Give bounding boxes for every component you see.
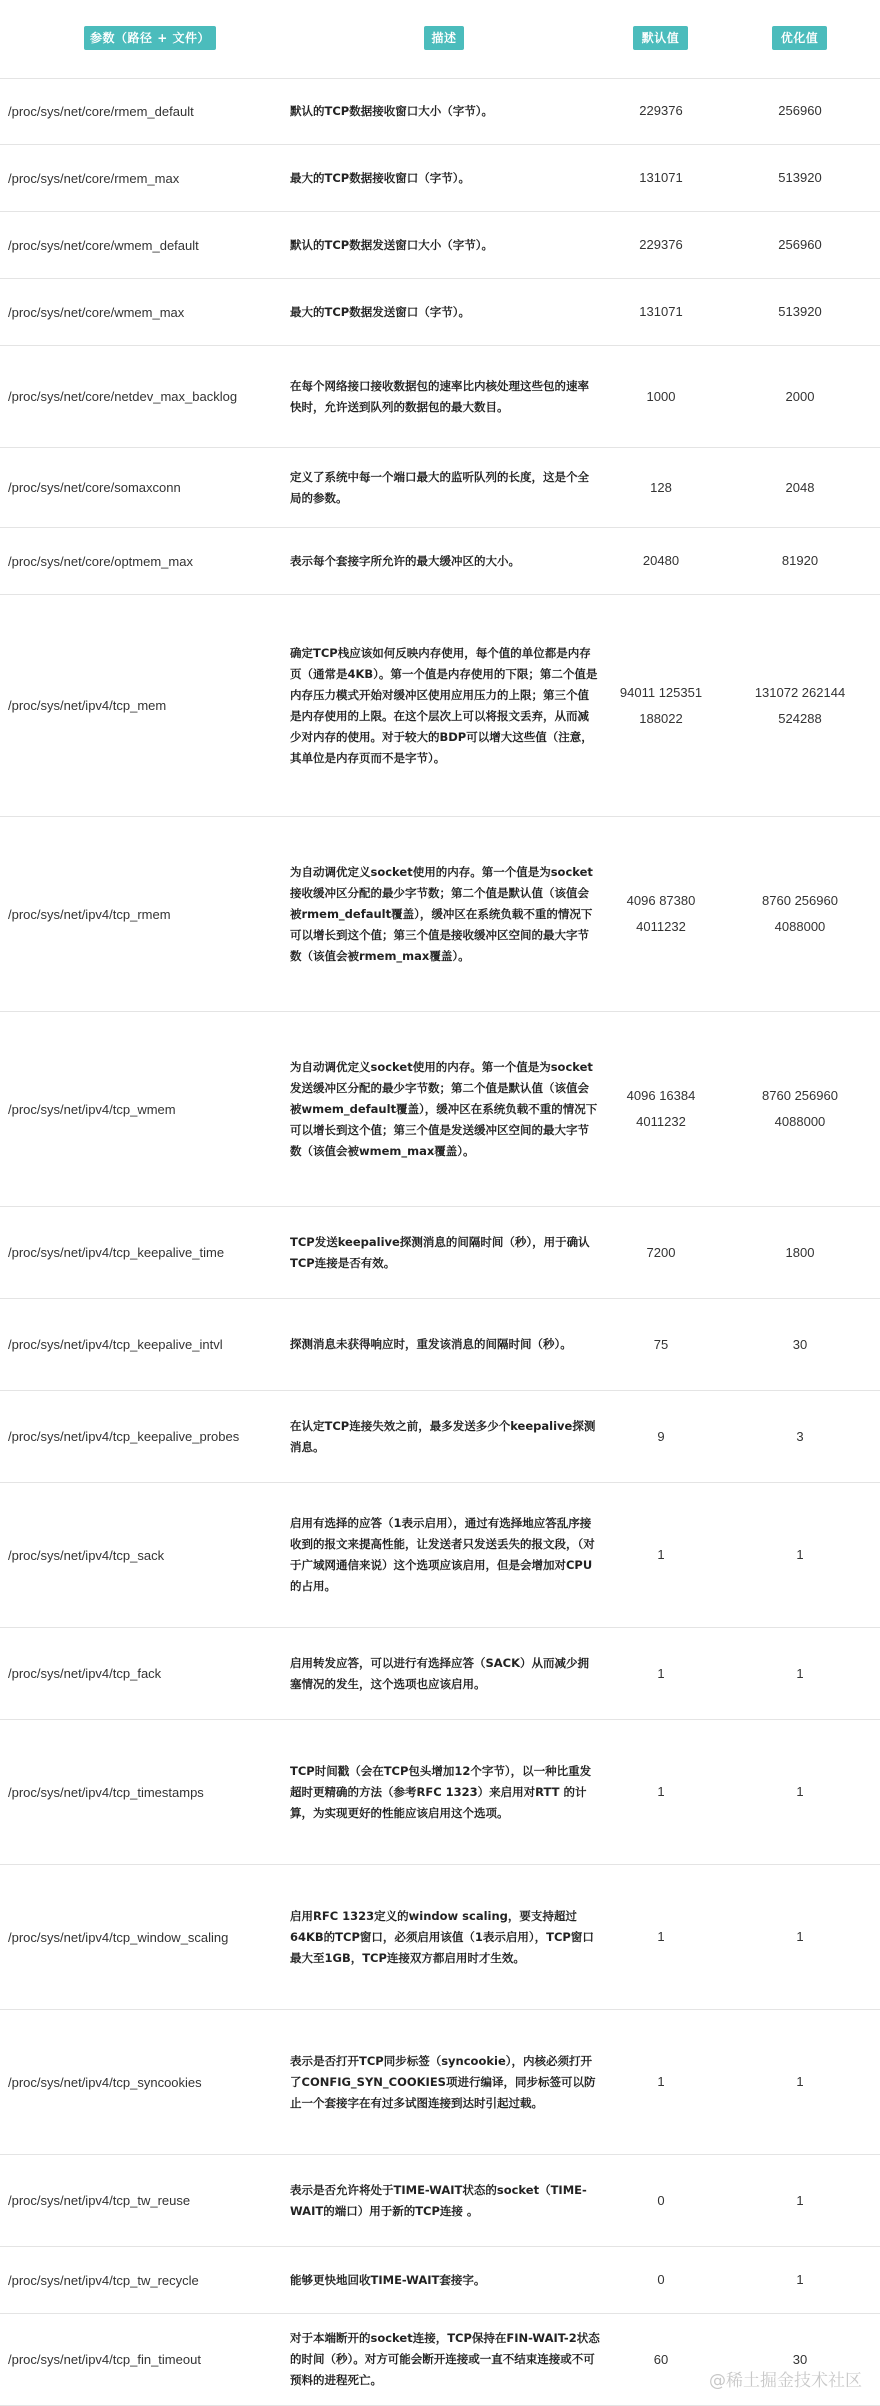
default-value — [600, 2247, 722, 2313]
optimized-value — [730, 212, 870, 278]
default-value-text: 7200 — [646, 1244, 676, 1260]
param-description-text: 确定TCP栈应该如何反映内存使用，每个值的单位都是内存页（通常是4KB）。第一个值是内存使用的下限；第二个值是内存压力模式开始对缓冲区使用应用压力的上限；第三个值是内存使用的上限。在这个层次上可以将报文丢弃，从而减少对内存的使用。对于较大的BDP可以增大这些值（注意，其单位是内存页而不是字节）。 — [290, 645, 598, 765]
table-header — [0, 0, 880, 79]
table-row — [0, 448, 880, 528]
param-description-text: TCP时间戳（会在TCP包头增加12个字节），以一种比重发超时更精确的方法（参考RFC 1323）来启用对RTT 的计算，为实现更好的性能应该启用这个选项。 — [290, 1763, 592, 1820]
optimized-value — [730, 1720, 870, 1864]
optimized-value — [730, 1391, 870, 1482]
header-param: 参数（路径 + 文件） — [84, 26, 216, 50]
table-row — [0, 1628, 880, 1720]
param-path-text: /proc/sys/net/ipv4/tcp_keepalive_intvl — [8, 1337, 223, 1352]
param-description-text: 为自动调优定义socket使用的内存。第一个值是为socket接收缓冲区分配的最少字节数；第二个值是默认值（该值会被rmem_default覆盖），缓冲区在系统负载不重的情况下可以增长到这个值；第三个值是接收缓冲区空间的最大字节数（该值会被rmem_max覆盖）。 — [290, 864, 593, 963]
default-value — [600, 817, 722, 1011]
default-value — [600, 595, 722, 816]
default-value — [600, 1720, 722, 1864]
optimized-value-text: 256960 — [778, 103, 822, 118]
param-description — [290, 528, 600, 594]
optimized-value — [730, 2010, 870, 2154]
optimized-value-text: 1 — [796, 1547, 804, 1562]
optimized-value — [730, 78, 870, 144]
param-path — [8, 528, 278, 594]
param-description-text: 最大的TCP数据接收窗口（字节）。 — [290, 170, 470, 185]
default-value-text: 60 — [653, 2351, 669, 2367]
table-row — [0, 2010, 880, 2155]
param-description-text: 探测消息未获得响应时，重发该消息的间隔时间（秒）。 — [290, 1337, 572, 1351]
optimized-value-text: 8760 256960 4088000 — [762, 1088, 838, 1129]
optimized-value — [730, 145, 870, 211]
param-path — [8, 346, 278, 447]
param-description-text: 在每个网络接口接收数据包的速率比内核处理这些包的速率快时，允许送到队列的数据包的最大数目。 — [290, 378, 589, 414]
param-path — [8, 1299, 278, 1390]
param-description — [290, 1720, 600, 1864]
param-path — [8, 212, 278, 278]
default-value-text: 229376 — [639, 103, 683, 118]
default-value — [600, 1865, 722, 2009]
param-description — [290, 817, 600, 1011]
table-row — [0, 212, 880, 279]
optimized-value-text: 1 — [796, 2074, 804, 2089]
param-path — [8, 2247, 278, 2313]
param-path — [8, 145, 278, 211]
param-path — [8, 2010, 278, 2154]
optimized-value — [730, 817, 870, 1011]
param-path — [8, 817, 278, 1011]
optimized-value-text: 513920 — [778, 170, 822, 185]
default-value — [600, 145, 722, 211]
param-path-text: /proc/sys/net/ipv4/tcp_fack — [8, 1666, 162, 1681]
default-value — [600, 212, 722, 278]
param-description-text: 启用有选择的应答（1表示启用），通过有选择地应答乱序接收到的报文来提高性能，让发送者只发送丢失的报文段，（对于广域网通信来说）这个选项应该启用，但是会增加对CPU的占用。 — [290, 1516, 595, 1593]
param-description — [290, 1483, 600, 1627]
optimized-value — [730, 448, 870, 527]
param-path-text: /proc/sys/net/ipv4/tcp_keepalive_probes — [8, 1429, 240, 1444]
optimized-value — [730, 2155, 870, 2246]
optimized-value — [730, 1628, 870, 1719]
optimized-value-text: 30 — [792, 2351, 808, 2367]
param-description — [290, 1207, 600, 1298]
param-description — [290, 212, 600, 278]
default-value — [600, 528, 722, 594]
header-desc: 描述 — [424, 26, 464, 50]
param-path — [8, 1628, 278, 1719]
default-value — [600, 1207, 722, 1298]
param-path — [8, 1012, 278, 1206]
param-description-text: 最大的TCP数据发送窗口（字节）。 — [290, 304, 470, 319]
param-path — [8, 1865, 278, 2009]
param-path-text: /proc/sys/net/ipv4/tcp_timestamps — [8, 1784, 204, 1800]
default-value-text: 1 — [657, 1929, 665, 1944]
default-value — [600, 1391, 722, 1482]
param-path-text: /proc/sys/net/ipv4/tcp_rmem — [8, 906, 171, 922]
default-value — [600, 346, 722, 447]
optimized-value-text: 2048 — [785, 479, 815, 495]
optimized-value — [730, 2314, 870, 2405]
table-row — [0, 1207, 880, 1299]
optimized-value-text: 1 — [796, 1929, 804, 1944]
optimized-value-text: 1 — [796, 1665, 804, 1681]
param-description — [290, 1299, 600, 1390]
optimized-value-text: 1 — [796, 2192, 804, 2208]
optimized-value — [730, 1207, 870, 1298]
param-path — [8, 1391, 278, 1482]
optimized-value-text: 513920 — [778, 304, 822, 319]
optimized-value-text: 2000 — [785, 388, 815, 404]
param-path-text: /proc/sys/net/ipv4/tcp_window_scaling — [8, 1929, 229, 1945]
default-value-text: 20480 — [642, 553, 680, 568]
header-default: 默认值 — [633, 26, 688, 50]
param-description-text: 定义了系统中每一个端口最大的监听队列的长度，这是个全局的参数。 — [290, 469, 589, 505]
param-description-text: 表示是否打开TCP同步标签（syncookie），内核必须打开了CONFIG_SYN_COOKIES项进行编译，同步标签可以防止一个套接字在有过多试图连接到达时引起过载。 — [290, 2053, 596, 2110]
table-row — [0, 78, 880, 145]
param-description-text: 在认定TCP连接失效之前，最多发送多少个keepalive探测消息。 — [290, 1418, 596, 1454]
default-value-text: 4096 16384 4011232 — [626, 1088, 696, 1129]
param-description — [290, 1012, 600, 1206]
table-row — [0, 1865, 880, 2010]
default-value — [600, 78, 722, 144]
param-path — [8, 279, 278, 345]
param-path — [8, 595, 278, 816]
default-value — [600, 279, 722, 345]
optimized-value — [730, 528, 870, 594]
default-value — [600, 448, 722, 527]
optimized-value-text: 30 — [792, 1336, 808, 1352]
optimized-value — [730, 1299, 870, 1390]
table-row — [0, 145, 880, 212]
param-description-text: 表示是否允许将处于TIME-WAIT状态的socket（TIME-WAIT的端口）用于新的TCP连接 。 — [290, 2182, 587, 2218]
optimized-value-text: 8760 256960 4088000 — [762, 893, 838, 934]
optimized-value — [730, 1012, 870, 1206]
default-value — [600, 2314, 722, 2405]
default-value — [600, 1299, 722, 1390]
default-value-text: 1 — [657, 1665, 665, 1681]
watermark: @稀土掘金技术社区 — [709, 2371, 862, 2391]
param-path-text: /proc/sys/net/ipv4/tcp_sack — [8, 1547, 165, 1563]
param-description — [290, 595, 600, 816]
default-value-text: 229376 — [639, 237, 683, 252]
optimized-value-text: 1 — [796, 1784, 804, 1799]
table-row — [0, 1299, 880, 1391]
param-path — [8, 2314, 278, 2405]
param-description — [290, 1628, 600, 1719]
param-path — [8, 78, 278, 144]
param-description — [290, 2155, 600, 2246]
param-path-text: /proc/sys/net/ipv4/tcp_mem — [8, 698, 167, 713]
param-description-text: 启用转发应答，可以进行有选择应答（SACK）从而减少拥塞情况的发生，这个选项也应该启用。 — [290, 1655, 590, 1691]
default-value-text: 94011 125351 188022 — [619, 684, 703, 726]
param-description — [290, 2010, 600, 2154]
table-row — [0, 1391, 880, 1483]
param-description — [290, 279, 600, 345]
optimized-value — [730, 346, 870, 447]
param-path — [8, 1207, 278, 1298]
optimized-value-text: 1800 — [785, 1244, 815, 1260]
optimized-value-text: 3 — [796, 1428, 804, 1444]
default-value-text: 75 — [653, 1336, 669, 1352]
table-row — [0, 346, 880, 448]
optimized-value — [730, 279, 870, 345]
default-value — [600, 2155, 722, 2246]
optimized-value-text: 256960 — [778, 237, 822, 252]
optimized-value — [730, 2247, 870, 2313]
optimized-value-text: 81920 — [781, 553, 819, 568]
param-path-text: /proc/sys/net/ipv4/tcp_syncookies — [8, 2074, 202, 2090]
default-value-text: 1 — [657, 1784, 665, 1799]
default-value-text: 4096 87380 4011232 — [626, 893, 696, 934]
param-path-text: /proc/sys/net/core/optmem_max — [8, 553, 193, 569]
param-description-text: 对于本端断开的socket连接，TCP保持在FIN-WAIT-2状态的时间（秒）。对方可能会断开连接或一直不结束连接或不可预料的进程死亡。 — [290, 2331, 600, 2387]
default-value-text: 131071 — [639, 304, 683, 319]
param-description — [290, 2247, 600, 2313]
default-value-text: 1 — [657, 1547, 665, 1562]
param-description — [290, 1391, 600, 1482]
param-path — [8, 448, 278, 527]
param-description-text: 默认的TCP数据发送窗口大小（字节）。 — [290, 237, 493, 252]
optimized-value — [730, 1865, 870, 2009]
param-description — [290, 78, 600, 144]
table-row — [0, 1483, 880, 1628]
default-value — [600, 1483, 722, 1627]
param-path-text: /proc/sys/net/core/wmem_default — [8, 237, 199, 253]
param-path — [8, 1483, 278, 1627]
optimized-value — [730, 1483, 870, 1627]
param-description-text: 启用RFC 1323定义的window scaling，要支持超过64KB的TCP窗口，必须启用该值（1表示启用），TCP窗口最大至1GB，TCP连接双方都启用时才生效。 — [290, 1908, 594, 1965]
table-row — [0, 279, 880, 346]
default-value-text: 131071 — [639, 170, 683, 185]
table-row — [0, 817, 880, 1012]
default-value-text: 0 — [657, 2192, 665, 2208]
param-description — [290, 448, 600, 527]
table-row — [0, 1012, 880, 1207]
param-description — [290, 346, 600, 447]
param-description — [290, 145, 600, 211]
param-description-text: 能够更快地回收TIME-WAIT套接字。 — [290, 2272, 486, 2287]
param-description-text: 默认的TCP数据接收窗口大小（字节）。 — [290, 103, 493, 118]
default-value-text: 1 — [657, 2074, 665, 2089]
optimized-value-text: 131072 262144 524288 — [754, 684, 846, 726]
param-path-text: /proc/sys/net/ipv4/tcp_fin_timeout — [8, 2352, 201, 2367]
default-value-text: 9 — [657, 1428, 665, 1444]
param-description-text: 表示每个套接字所允许的最大缓冲区的大小。 — [290, 553, 520, 568]
optimized-value — [730, 595, 870, 816]
default-value — [600, 1628, 722, 1719]
table-row — [0, 2155, 880, 2247]
param-path — [8, 2155, 278, 2246]
default-value — [600, 1012, 722, 1206]
param-path-text: /proc/sys/net/core/wmem_max — [8, 304, 185, 320]
table-row — [0, 2247, 880, 2314]
table-row — [0, 1720, 880, 1865]
param-path-text: /proc/sys/net/ipv4/tcp_tw_reuse — [8, 2193, 191, 2208]
param-path-text: /proc/sys/net/ipv4/tcp_tw_recycle — [8, 2272, 199, 2288]
param-description — [290, 2314, 600, 2405]
default-value-text: 128 — [650, 479, 672, 495]
optimized-value-text: 1 — [796, 2272, 804, 2287]
header-optimized: 优化值 — [772, 26, 827, 50]
table-row — [0, 595, 880, 817]
default-value-text: 1000 — [646, 388, 676, 404]
table-row — [0, 528, 880, 595]
param-description-text: 为自动调优定义socket使用的内存。第一个值是为socket发送缓冲区分配的最少字节数；第二个值是默认值（该值会被wmem_default覆盖），缓冲区在系统负载不重的情况下可以增长到这个值；第三个值是发送缓冲区空间的最大字节数（该值会被wmem_max覆盖）。 — [290, 1059, 598, 1158]
table-row — [0, 2314, 880, 2406]
default-value-text: 0 — [657, 2272, 665, 2287]
param-path-text: /proc/sys/net/core/netdev_max_backlog — [8, 389, 238, 404]
param-description-text: TCP发送keepalive探测消息的间隔时间（秒），用于确认TCP连接是否有效。 — [290, 1234, 590, 1270]
param-path-text: /proc/sys/net/ipv4/tcp_wmem — [8, 1101, 176, 1117]
param-path-text: /proc/sys/net/core/rmem_default — [8, 103, 194, 119]
param-path-text: /proc/sys/net/ipv4/tcp_keepalive_time — [8, 1245, 225, 1260]
param-path-text: /proc/sys/net/core/rmem_max — [8, 170, 180, 186]
default-value — [600, 2010, 722, 2154]
param-path — [8, 1720, 278, 1864]
param-path-text: /proc/sys/net/core/somaxconn — [8, 480, 181, 495]
param-description — [290, 1865, 600, 2009]
